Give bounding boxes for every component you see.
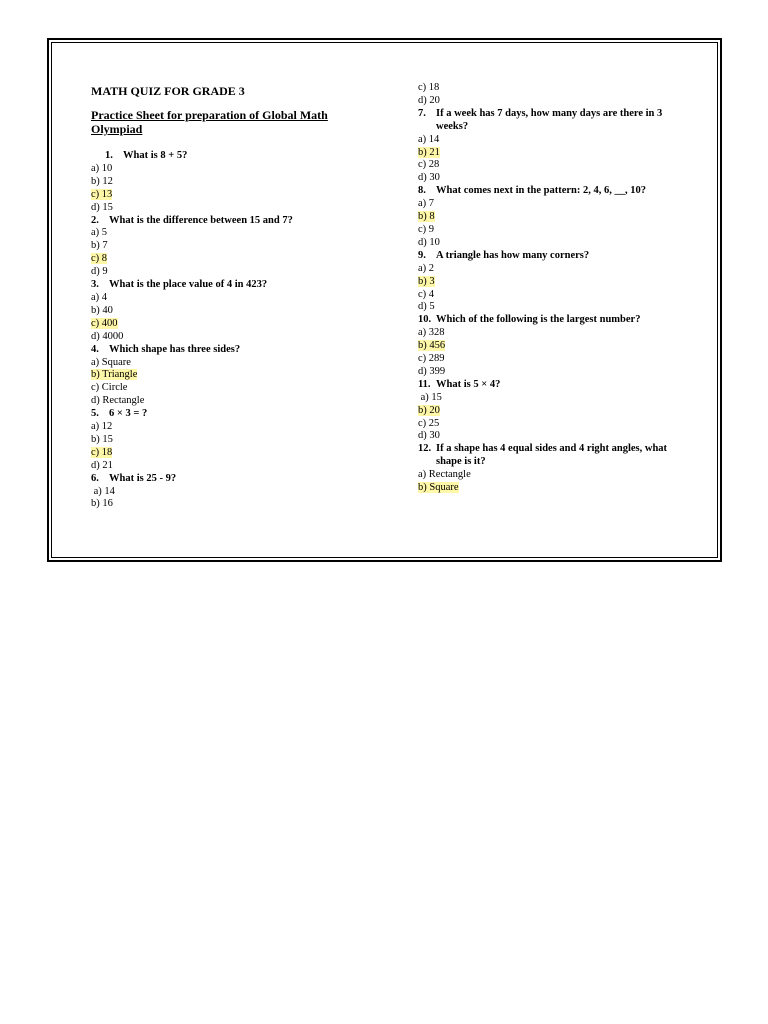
highlighted-answer: b) 20: [418, 404, 440, 416]
answer-option: [91, 357, 391, 370]
option-text: a) 5: [91, 227, 108, 239]
answer-option: [418, 482, 680, 495]
question-number: 11.: [418, 378, 431, 390]
highlighted-answer: c) 8: [91, 253, 108, 265]
option-text: c) Circle: [91, 382, 128, 394]
answer-option: [91, 498, 391, 511]
question-text: What is the place value of 4 in 423?: [109, 279, 268, 291]
question-text: 6 × 3 = ?: [109, 408, 148, 420]
highlighted-answer: c) 400: [91, 317, 118, 329]
question: [91, 150, 391, 163]
answer-option: [91, 421, 391, 434]
answer-option: [418, 353, 680, 366]
highlighted-answer: b) Square: [418, 482, 459, 494]
option-text: a) 4: [91, 291, 108, 303]
answer-option: [91, 253, 391, 266]
answer-option: [418, 327, 680, 340]
answer-option: [91, 176, 391, 189]
option-text: a) 2: [418, 262, 435, 274]
answer-option: [91, 189, 391, 202]
question-text: What is 25 - 9?: [109, 472, 177, 484]
answer-option: [418, 366, 680, 379]
option-text: c) 9: [418, 223, 435, 235]
answer-option: [418, 134, 680, 147]
answer-option: [418, 405, 680, 418]
answer-option: [418, 301, 680, 314]
question-number: 4.: [91, 343, 99, 355]
answer-option: [91, 382, 391, 395]
answer-option: [418, 237, 680, 250]
answer-option: [418, 469, 680, 482]
answer-option: [91, 240, 391, 253]
option-text: b) 16: [91, 498, 113, 510]
option-text: b) 40: [91, 304, 113, 316]
question-text: Which shape has three sides?: [109, 343, 241, 355]
question-number: 2.: [91, 214, 99, 226]
question: [418, 185, 680, 198]
question: [418, 250, 680, 263]
answer-option: [91, 318, 391, 331]
question-number: 6.: [91, 472, 99, 484]
question-number: 12.: [418, 443, 432, 455]
right-column: [418, 82, 680, 495]
highlighted-answer: b) 3: [418, 275, 435, 287]
question: [418, 314, 680, 327]
question: [91, 408, 391, 421]
answer-option: [418, 224, 680, 237]
answer-option: [91, 227, 391, 240]
answer-option: [91, 369, 391, 382]
answer-option: [91, 447, 391, 460]
highlighted-answer: b) 21: [418, 146, 440, 158]
option-text: d) 30: [418, 430, 440, 442]
question-text: A triangle has how many corners?: [436, 249, 590, 261]
question-text: What is the difference between 15 and 7?: [109, 214, 293, 226]
question-text: If a week has 7 days, how many days are there in 3 weeks?: [436, 107, 663, 132]
answer-option: [418, 430, 680, 443]
highlighted-answer: c) 18: [91, 446, 113, 458]
highlighted-answer: b) 456: [418, 340, 446, 352]
option-text: d) 5: [418, 301, 435, 313]
option-text: d) 10: [418, 236, 440, 248]
question-text: What is 8 + 5?: [123, 150, 188, 161]
answer-option: [91, 202, 391, 215]
question-number: 5.: [91, 408, 99, 420]
option-text: c) 28: [418, 159, 440, 171]
highlighted-answer: b) Triangle: [91, 369, 138, 381]
question: [91, 215, 391, 228]
answer-option: [418, 211, 680, 224]
option-text: d) 9: [91, 266, 108, 278]
answer-option: [418, 276, 680, 289]
option-text: a) 15: [418, 391, 442, 403]
answer-option: [418, 392, 680, 405]
option-text: a) 14: [91, 485, 115, 497]
question: [418, 443, 680, 469]
option-text: a) 328: [418, 327, 445, 339]
question: [91, 473, 391, 486]
question-number: 8.: [418, 185, 426, 197]
answer-option: [91, 460, 391, 473]
question-text: If a shape has 4 equal sides and 4 right angles, what shape is it?: [436, 443, 668, 468]
answer-option: [91, 486, 391, 499]
answer-option: [418, 198, 680, 211]
option-text: b) 15: [91, 433, 113, 445]
question-text: What is 5 × 4?: [436, 378, 501, 390]
question-number: 9.: [418, 249, 426, 261]
question-number: 10.: [418, 314, 432, 326]
answer-option: [91, 266, 391, 279]
quiz-subtitle: Practice Sheet for preparation of Global Math Olympiad: [91, 108, 328, 136]
option-text: a) Rectangle: [418, 469, 471, 481]
quiz-title: MATH QUIZ FOR GRADE 3: [91, 84, 245, 98]
option-text: a) 14: [418, 133, 440, 145]
question-number: 7.: [418, 107, 426, 119]
highlighted-answer: c) 13: [91, 188, 113, 200]
option-text: c) 4: [418, 288, 435, 300]
answer-option: [91, 331, 391, 344]
left-column: [91, 84, 391, 511]
option-text: d) 15: [91, 201, 113, 213]
answer-option: d) 20: [418, 94, 440, 106]
highlighted-answer: b) 8: [418, 211, 435, 223]
continued-options: [418, 82, 680, 108]
question: [418, 379, 680, 392]
question-number: 3.: [91, 279, 99, 291]
answer-option: [91, 163, 391, 176]
answer-option: [418, 289, 680, 302]
question-text: Which of the following is the largest number?: [436, 314, 641, 326]
option-text: a) 10: [91, 162, 113, 174]
question: [91, 344, 391, 357]
answer-option: [91, 395, 391, 408]
question: [91, 279, 391, 292]
answer-option: [418, 340, 680, 353]
answer-option: c) 18: [418, 82, 440, 93]
option-text: c) 289: [418, 353, 445, 365]
option-text: b) 12: [91, 175, 113, 187]
option-text: c) 25: [418, 417, 440, 429]
answer-option: [418, 263, 680, 276]
option-text: d) 4000: [91, 330, 124, 342]
answer-option: [418, 172, 680, 185]
option-text: b) 7: [91, 240, 108, 252]
option-text: d) 399: [418, 365, 446, 377]
question-list-left: [91, 150, 391, 511]
option-text: d) Rectangle: [91, 395, 145, 407]
option-text: a) Square: [91, 356, 131, 368]
answer-option: [91, 292, 391, 305]
option-text: d) 21: [91, 459, 113, 471]
option-text: a) 12: [91, 421, 113, 433]
answer-option: [91, 434, 391, 447]
answer-option: [91, 305, 391, 318]
question-text: What comes next in the pattern: 2, 4, 6, __, 10?: [436, 185, 646, 197]
question-list-right: [418, 108, 680, 495]
answer-option: [418, 418, 680, 431]
option-text: d) 30: [418, 172, 440, 184]
answer-option: [418, 147, 680, 160]
question-number: 1.: [105, 150, 113, 161]
question: [418, 108, 680, 134]
answer-option: [418, 159, 680, 172]
option-text: a) 7: [418, 198, 435, 210]
